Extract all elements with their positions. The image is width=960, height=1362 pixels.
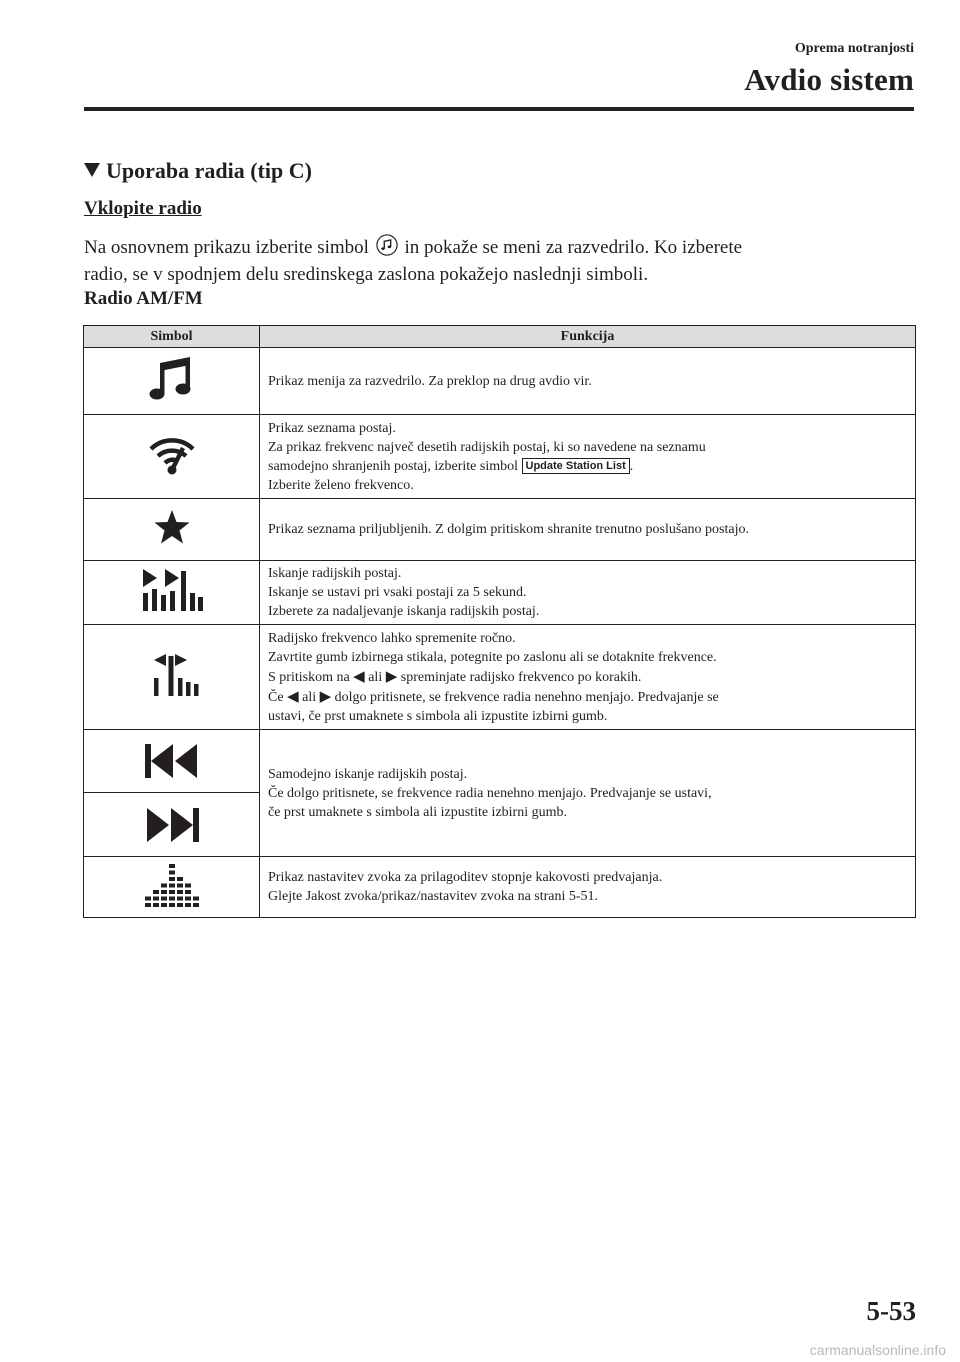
table-row [84, 561, 916, 625]
table-row [84, 730, 916, 857]
equalizer-segment [153, 903, 159, 907]
intro-text-part1: Na osnovnem prikazu izberite simbol [84, 237, 369, 258]
equalizer-segment [145, 896, 151, 900]
equalizer-segment [193, 896, 199, 900]
left-arrow-icon: ◀ [353, 666, 365, 685]
equalizer-segment [177, 877, 183, 881]
equalizer-segment [185, 890, 191, 894]
symbol-cell [84, 499, 260, 561]
right-arrow-icon: ▶ [385, 666, 398, 685]
intro-paragraph [84, 234, 914, 288]
equalizer-segment [161, 883, 167, 887]
symbol-cell [84, 561, 260, 625]
function-text: Iskanje se ustavi pri vsaki postaji za 5 sekund. [268, 585, 527, 600]
intro-text-line2: radio, se v spodnjem delu sredinskega zaslona pokažejo naslednji simboli. [84, 264, 649, 285]
equalizer-segment [177, 903, 183, 907]
equalizer-icon [144, 861, 200, 909]
chapter-label: Oprema notranjosti [794, 41, 914, 56]
header-rule [84, 107, 914, 111]
function-cell [260, 561, 916, 625]
triangle-marker-icon [84, 163, 100, 177]
function-text: Radijsko frekvenco lahko spremenite ročno. [268, 630, 516, 646]
wifi-antenna-icon [147, 432, 197, 476]
symbol-cell [84, 348, 260, 415]
equalizer-segment [161, 896, 167, 900]
function-text: Glejte Jakost zvoka/prikaz/nastavitev zvoka na strani 5-51. [268, 889, 599, 904]
equalizer-segment [153, 890, 159, 894]
left-arrow-icon: ◀ [287, 686, 299, 705]
equalizer-segment [169, 890, 175, 894]
function-text: samodejno shranjenih postaj, izberite simbol Update Station List . [268, 458, 634, 474]
table-row [84, 415, 916, 499]
function-cell [260, 857, 916, 918]
symbol-cell [84, 625, 260, 730]
equalizer-segment [161, 890, 167, 894]
equalizer-segment [169, 903, 175, 907]
equalizer-segment [185, 896, 191, 900]
symbol-cell [84, 415, 260, 499]
equalizer-segment [153, 896, 159, 900]
seek-back-icon [142, 742, 202, 780]
equalizer-segment [177, 890, 183, 894]
page-number: 5-53 [866, 1296, 916, 1326]
radio-heading: Radio AM/FM [84, 288, 203, 309]
music-note-inline-icon [376, 234, 398, 256]
function-text: če prst umaknete s simbola ali izpustite izbirni gumb. [268, 804, 567, 820]
watermark: carmanualsonline.info [809, 1342, 946, 1358]
equalizer-segment [185, 903, 191, 907]
section-title-text: Uporaba radia (tip C) [106, 158, 312, 183]
equalizer-segment [185, 883, 191, 887]
equalizer-segment [169, 896, 175, 900]
function-text: Prikaz seznama postaj. [268, 420, 396, 436]
subsection-title: Vklopite radio [84, 198, 202, 219]
table-header-row [84, 326, 916, 348]
function-text: S pritiskom na ◀ ali ▶ spreminjate radijsko frekvenco po korakih. [268, 666, 642, 685]
function-text: Izberete za nadaljevanje iskanja radijskih postaj. [268, 604, 540, 619]
function-text: Če ◀ ali ▶ dolgo pritisnete, se frekvence radia nenehno menjajo. Predvajanje se [268, 686, 719, 705]
equalizer-segment [177, 883, 183, 887]
update-station-list-button[interactable]: Update Station List [522, 458, 630, 474]
function-cell [260, 348, 916, 415]
function-text: Prikaz menija za razvedrilo. Za preklop na drug avdio vir. [268, 373, 592, 389]
function-text: Zavrtite gumb izbirnega stikala, potegnite po zaslonu ali se dotaknite frekvence. [268, 649, 717, 665]
equalizer-segment [169, 877, 175, 881]
music-note-icon [147, 355, 197, 403]
function-text: Samodejno iskanje radijskih postaj. [268, 766, 468, 782]
function-cell [260, 730, 916, 857]
seek-forward-icon [142, 806, 202, 844]
function-text: Prikaz seznama priljubljenih. Z dolgim pritiskom shranite trenutno poslušano postajo. [268, 522, 749, 537]
header-function: Funkcija [260, 326, 916, 348]
function-text: Izberite želeno frekvenco. [268, 477, 414, 493]
manual-tune-icon [144, 652, 200, 698]
header-symbol: Simbol [84, 326, 260, 348]
equalizer-segment [161, 903, 167, 907]
equalizer-segment [169, 883, 175, 887]
section-title [84, 158, 312, 184]
scan-icon [141, 567, 203, 613]
equalizer-segment [177, 896, 183, 900]
page-header-title: Avdio sistem [744, 62, 914, 97]
function-cell [260, 625, 916, 730]
equalizer-segment [145, 903, 151, 907]
function-cell [260, 415, 916, 499]
right-arrow-icon: ▶ [319, 686, 332, 705]
table-row [84, 857, 916, 918]
star-icon [153, 509, 191, 545]
intro-text-part2: in pokaže se meni za razvedrilo. Ko izberete [404, 237, 743, 258]
equalizer-segment [193, 903, 199, 907]
function-text: ustavi, če prst umaknete s simbola ali izpustite izbirni gumb. [268, 708, 608, 724]
function-text: Če dolgo pritisnete, se frekvence radia nenehno menjajo. Predvajanje se ustavi, [268, 785, 712, 801]
equalizer-segment [169, 864, 175, 868]
function-text: Prikaz nastavitev zvoka za prilagoditev stopnje kakovosti predvajanja. [268, 870, 663, 885]
table-row [84, 499, 916, 561]
function-text: Za prikaz frekvenc največ desetih radijskih postaj, ki so navedene na seznamu [268, 439, 706, 455]
function-text: Iskanje radijskih postaj. [268, 566, 402, 581]
symbol-table [83, 325, 916, 918]
table-row [84, 625, 916, 730]
equalizer-segment [169, 870, 175, 874]
function-cell [260, 499, 916, 561]
symbol-cell [84, 857, 260, 918]
symbol-cell [84, 730, 260, 857]
table-row [84, 348, 916, 415]
